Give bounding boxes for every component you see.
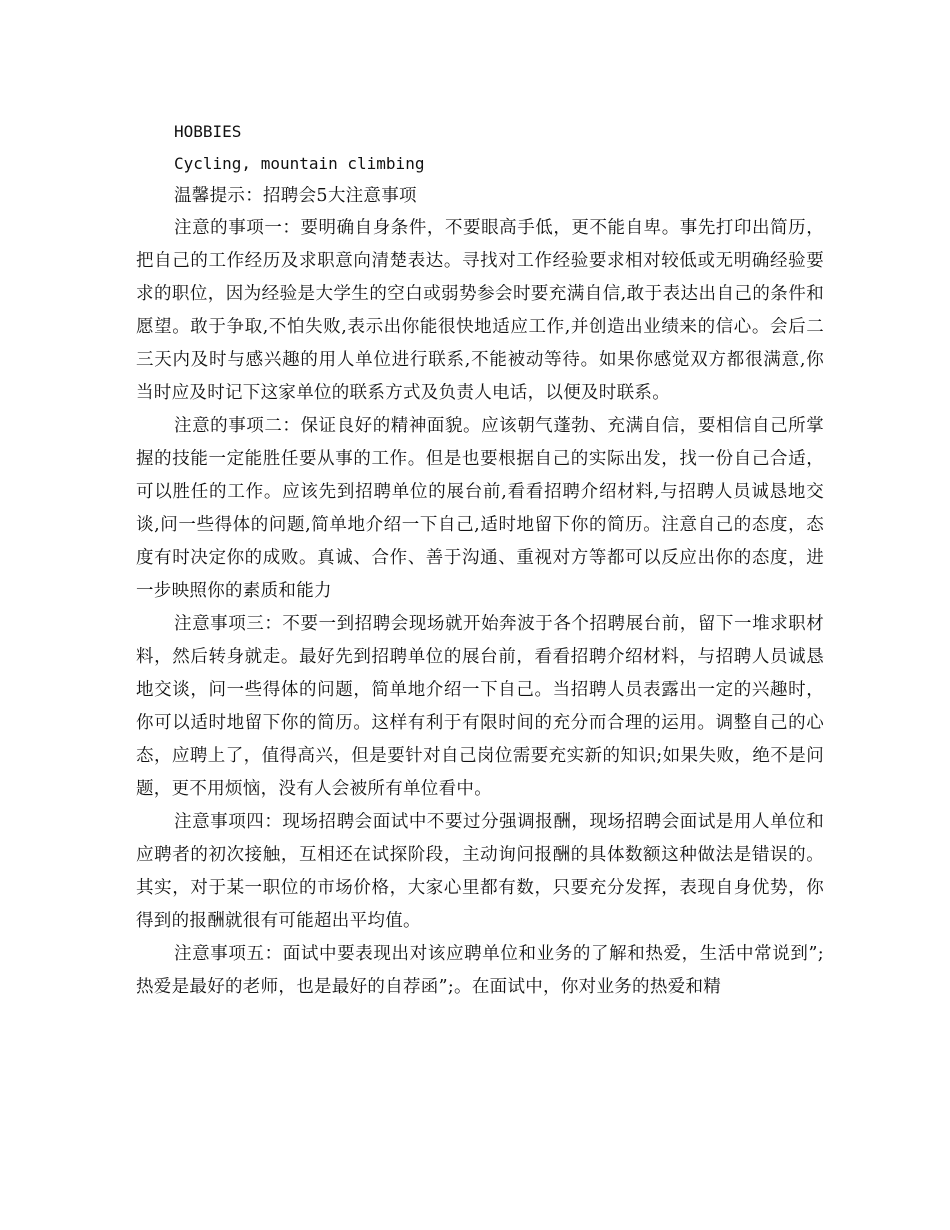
paragraph-4: 注意事项四：现场招聘会面试中不要过分强调报酬，现场招聘会面试是用人单位和应聘者的初次接触，互相还在试探阶段，主动询问报酬的具体数额这种做法是错误的。其实，对于某一职位的市场价格，大家心里都有数，只要充分发挥，表现自身优势，你得到的报酬就很有可能超出平均值。 — [136, 812, 824, 931]
paragraph-1: 注意的事项一：要明确自身条件，不要眼高手低，更不能自卑。事先打印出简历，把自己的工作经历及求职意向清楚表达。寻找对工作经验要求相对较低或无明确经验要求的职位，因为经验是大学生的空白或弱势参会时要充满自信,敢于表达出自己的条件和愿望。敢于争取,不怕失败,表示出你能很快地适应工作,并创造出业绩来的信心。会后二三天内及时与感兴趣的用人单位进行联系,不能被动等待。如果你感觉双方都很满意,你当时应及时记下这家单位的联系方式及负责人电话，以便及时联系。 — [136, 218, 824, 403]
hobbies-heading: HOBBIES — [174, 122, 242, 141]
paragraph-2: 注意的事项二：保证良好的精神面貌。应该朝气蓬勃、充满自信，要相信自己所掌握的技能一定能胜任要从事的工作。但是也要根据自己的实际出发，找一份自己合适，可以胜任的工作。应该先到招聘单位的展台前,看看招聘介绍材料,与招聘人员诚恳地交谈,问一些得体的问题,简单地介绍一下自己,适时地留下你的简历。注意自己的态度，态度有时决定你的成败。真诚、合作、善于沟通、重视对方等都可以反应出你的态度，进一步映照你的素质和能力 — [136, 416, 824, 601]
paragraph-3: 注意事项三：不要一到招聘会现场就开始奔波于各个招聘展台前，留下一堆求职材料，然后转身就走。最好先到招聘单位的展台前，看看招聘介绍材料，与招聘人员诚恳地交谈，问一些得体的问题，简单地介绍一下自己。当招聘人员表露出一定的兴趣时，你可以适时地留下你的简历。这样有利于有限时间的充分而合理的运用。调整自己的心态，应聘上了，值得高兴，但是要针对自己岗位需要充实新的知识;如果失败，绝不是问题，更不用烦恼，没有人会被所有单位看中。 — [136, 614, 824, 799]
tip-title: 温馨提示：招聘会5大注意事项 — [174, 186, 417, 206]
document-body — [136, 116, 824, 1004]
paragraph-5: 注意事项五：面试中要表现出对该应聘单位和业务的了解和热爱，生活中常说到”;热爱是最好的老师，也是最好的自荐函”;。在面试中，你对业务的热爱和精 — [136, 944, 824, 997]
hobbies-text: Cycling, mountain climbing — [174, 154, 425, 173]
